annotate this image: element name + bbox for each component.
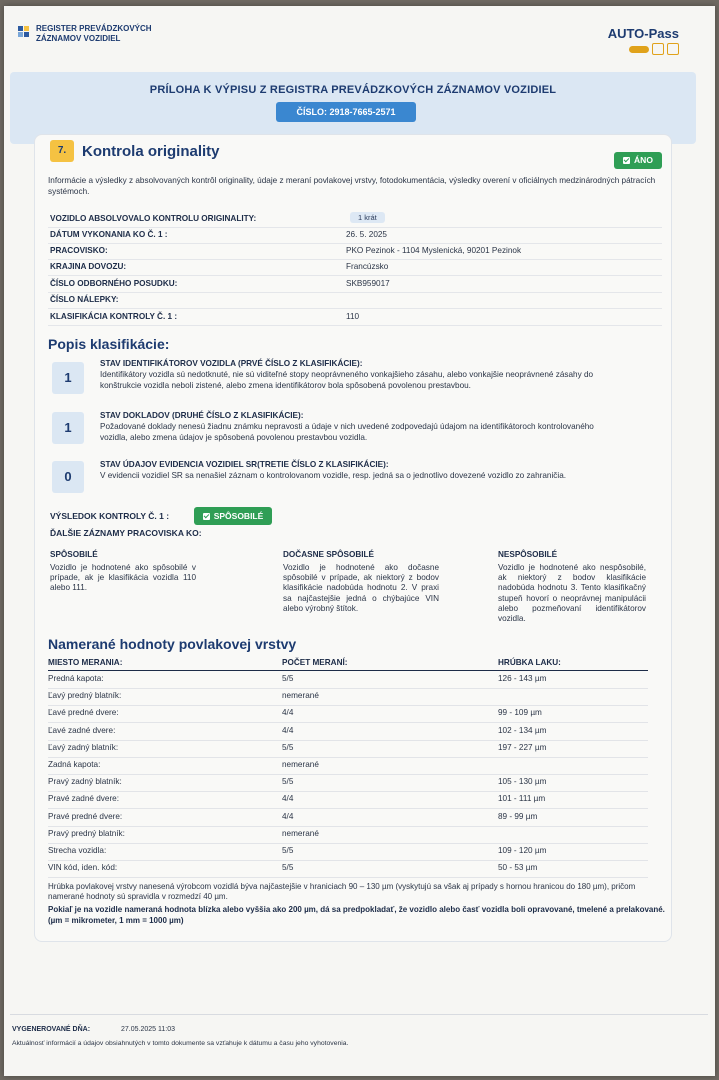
location-cell: Pravý predný blatník: xyxy=(48,828,125,838)
generated-label: VYGENEROVANÉ DŇA: xyxy=(12,1026,91,1033)
classification-text: V evidencii vozidiel SR sa nenašiel záznam o kontrolovanom vozidle, resp. jedná sa o jednotlivo dovezené vozidlo zo zahraničia. xyxy=(100,471,567,480)
detail-value: Francúzsko xyxy=(346,262,389,271)
location-cell: VIN kód, iden. kód: xyxy=(48,863,118,873)
check-icon xyxy=(623,157,630,164)
section-title: Kontrola originality xyxy=(82,143,220,160)
location-cell: Pravé zadné dvere: xyxy=(48,794,120,804)
thickness-cell: 50 - 53 µm xyxy=(498,863,538,873)
count-cell: 5/5 xyxy=(282,863,294,873)
classification-digit: 1 xyxy=(52,362,84,394)
measurements-title: Namerané hodnoty povlakovej vrstvy xyxy=(48,636,297,652)
document-title: PRÍLOHA K VÝPISU Z REGISTRA PREVÁDZKOVÝCH ZÁZNAMOV VOZIDIEL xyxy=(149,84,557,96)
table-row xyxy=(48,809,648,827)
detail-value: SKB959017 xyxy=(346,279,390,288)
classification-heading: STAV ÚDAJOV EVIDENCIA VOZIDIEL SR(TRETIE ČÍSLO Z KLASIFIKÁCIE): xyxy=(100,460,389,469)
measurements-table-header xyxy=(48,657,648,671)
further-records-label: ĎALŠIE ZÁZNAMY PRACOVISKA KO: xyxy=(50,528,202,538)
detail-row xyxy=(48,309,662,326)
registry-logo-line-1: REGISTER PREVÁDZKOVÝCH xyxy=(36,24,152,33)
classification-digit: 1 xyxy=(52,412,84,444)
document-icon xyxy=(667,43,679,55)
detail-row xyxy=(48,259,662,276)
detail-label: KRAJINA DOVOZU: xyxy=(50,262,127,271)
table-row xyxy=(48,688,648,706)
result-label: VÝSLEDOK KONTROLY Č. 1 : xyxy=(50,511,170,521)
location-cell: Ľavý predný blatník: xyxy=(48,691,122,701)
check-icon xyxy=(203,513,210,520)
count-cell: 5/5 xyxy=(282,674,294,683)
location-cell: Pravé predné dvere: xyxy=(48,811,123,821)
detail-label: ČÍSLO NÁLEPKY: xyxy=(50,295,119,304)
thickness-cell: 101 - 111 µm xyxy=(498,794,546,804)
classification-text: Požadované doklady nenesú žiadnu známku nepravosti a údaje v nich uvedené zodpovedajú údajom na identifikátoroch kontrolovaného vozidla, alebo zmena údajov je spôsobená povolenou prestavbou vozidla. xyxy=(100,422,594,442)
autopass-logo xyxy=(608,26,679,55)
result-badge xyxy=(194,507,272,525)
result-badge-label: SPÔSOBILÉ xyxy=(213,511,264,521)
location-cell: Ľavý zadný blatník: xyxy=(48,742,119,752)
thickness-cell: 126 - 143 µm xyxy=(498,674,547,683)
classification-heading: STAV DOKLADOV (DRUHÉ ČÍSLO Z KLASIFIKÁCIE): xyxy=(100,411,304,420)
legend-text: Vozidlo je hodnotené ako nespôsobilé, ak niektorý z bodov klasifikácie nadobúda hodnotu 3. Tento klasifikačný stupeň hovorí o neoprávnej manipulácii alebo pozmeňovaní identifikátorov vozidla. xyxy=(498,563,646,624)
status-badge-label: ÁNO xyxy=(634,155,653,165)
classification-title: Popis klasifikácie: xyxy=(48,336,170,352)
detail-label: ČÍSLO ODBORNÉHO POSUDKU: xyxy=(50,279,178,288)
thickness-cell: 102 - 134 µm xyxy=(498,725,547,735)
location-cell: Pravý zadný blatník: xyxy=(48,777,122,787)
detail-label: PRACOVISKO: xyxy=(50,246,108,255)
thickness-cell: 99 - 109 µm xyxy=(498,708,542,718)
document-number-badge: ČÍSLO: 2918-7665-2571 xyxy=(276,102,416,122)
car-key-icon xyxy=(629,46,649,53)
count-cell: nemerané xyxy=(282,760,319,769)
table-row xyxy=(48,843,648,861)
detail-value: 1 krát xyxy=(350,212,385,223)
registry-logo-icon xyxy=(18,24,32,42)
count-cell: 5/5 xyxy=(282,777,294,787)
detail-row xyxy=(48,227,662,244)
detail-row xyxy=(48,276,662,293)
detail-value: PKO Pezinok - 1104 Myslenická, 90201 Pezinok xyxy=(346,246,522,255)
section-number: 7. xyxy=(50,140,74,162)
table-row xyxy=(48,791,648,809)
count-cell: 4/4 xyxy=(282,811,294,821)
legend-heading: DOČASNE SPÔSOBILÉ xyxy=(283,550,374,559)
thickness-cell: 109 - 120 µm xyxy=(498,846,547,855)
detail-label: DÁTUM VYKONANIA KO Č. 1 : xyxy=(50,230,168,239)
column-header: HRÚBKA LAKU: xyxy=(498,658,561,667)
checkbox-icon xyxy=(652,43,664,55)
table-row xyxy=(48,740,648,758)
count-cell: 4/4 xyxy=(282,708,294,718)
thickness-cell: 197 - 227 µm xyxy=(498,742,547,752)
registry-logo xyxy=(18,24,152,44)
disclaimer: Aktuálnosť informácií a údajov obsiahnutých v tomto dokumente sa vzťahuje k dátumu a času jeho vyhotovenia. xyxy=(12,1040,349,1047)
detail-value: 26. 5. 2025 xyxy=(346,230,387,239)
table-row xyxy=(48,705,648,723)
table-row xyxy=(48,826,648,844)
location-cell: Strecha vozidla: xyxy=(48,846,107,855)
count-cell: 4/4 xyxy=(282,725,294,735)
detail-row xyxy=(48,292,662,309)
legend-text: Vozidlo je hodnotené ako dočasne spôsobilé v prípade, ak niektorý z bodov klasifikácie nadobúda hodnotu 2. V praxi sa najčastejšie jedná o chýbajúce VIN alebo výrobný štítok. xyxy=(283,563,439,613)
count-cell: nemerané xyxy=(282,691,319,701)
document-page xyxy=(4,6,715,1076)
status-badge xyxy=(614,152,662,169)
table-row xyxy=(48,774,648,792)
brand-name: AUTO-Pass xyxy=(607,26,679,41)
legend-heading: SPÔSOBILÉ xyxy=(50,550,98,559)
legend-text: Vozidlo je hodnotené ako spôsobilé v prípade, ak je klasifikácia vozidla 110 alebo 111. xyxy=(50,563,196,593)
detail-row xyxy=(48,211,662,228)
column-header: POČET MERANÍ: xyxy=(282,658,348,667)
table-row xyxy=(48,723,648,741)
table-row xyxy=(48,860,648,878)
detail-label: KLASIFIKÁCIA KONTROLY Č. 1 : xyxy=(50,312,178,321)
count-cell: nemerané xyxy=(282,828,319,838)
classification-heading: STAV IDENTIFIKÁTOROV VOZIDLA (PRVÉ ČÍSLO Z KLASIFIKÁCIE): xyxy=(100,359,363,368)
location-cell: Zadná kapota: xyxy=(48,760,101,769)
measurements-note: Hrúbka povlakovej vrstvy nanesená výrobcom vozidlá býva najčastejšie v hraniciach 90 – 130 µm (vyskytujú sa však aj prípady s hornou hranicou do 180 µm), pričom namerané hodnoty sú spravidla v rozmedzí 40 µm. xyxy=(48,882,636,901)
detail-value: 110 xyxy=(346,312,360,321)
location-cell: Predná kapota: xyxy=(48,674,104,683)
count-cell: 5/5 xyxy=(282,846,294,855)
count-cell: 4/4 xyxy=(282,794,294,804)
footer-divider xyxy=(10,1014,708,1015)
table-row xyxy=(48,671,648,689)
registry-logo-line-2: ZÁZNAMOV VOZIDIEL xyxy=(36,34,121,43)
thickness-cell: 105 - 130 µm xyxy=(498,777,547,787)
detail-label: VOZIDLO ABSOLVOVALO KONTROLU ORIGINALITY: xyxy=(50,214,257,223)
location-cell: Ľavé zadné dvere: xyxy=(48,725,116,735)
classification-text: Identifikátory vozidla sú nedotknuté, nie sú viditeľné stopy neoprávneného vonkajšieho zásahu, alebo vonkajšie neoprávnené zásahy do konštrukcie vozidla neboli zistené, alebo zmena identifikátorov bola spôsobená povolenou prestavbou. xyxy=(100,370,594,390)
thickness-cell: 89 - 99 µm xyxy=(498,811,538,821)
classification-digit: 0 xyxy=(52,461,84,493)
count-cell: 5/5 xyxy=(282,742,294,752)
column-header: MIESTO MERANIA: xyxy=(48,658,123,667)
detail-row xyxy=(48,243,662,260)
table-row xyxy=(48,757,648,775)
location-cell: Ľavé predné dvere: xyxy=(48,708,119,718)
generated-value: 27.05.2025 11:03 xyxy=(121,1026,175,1033)
section-intro: Informácie a výsledky z absolvovaných kontrôl originality, údaje z meraní povlakovej vrstvy, fotodokumentácia, výsledky overení v oficiálnych medzinárodných pátracích systémoch. xyxy=(48,176,656,196)
legend-heading: NESPÔSOBILÉ xyxy=(498,550,558,559)
measurements-warning: Pokiaľ je na vozidle nameraná hodnota blízka alebo vyššia ako 200 µm, dá sa predpokladať, že vozidlo alebo časť vozidla boli opravované, tmelené a prelakované. (µm = mikrometer, 1 mm = 1000 µm) xyxy=(48,905,665,925)
